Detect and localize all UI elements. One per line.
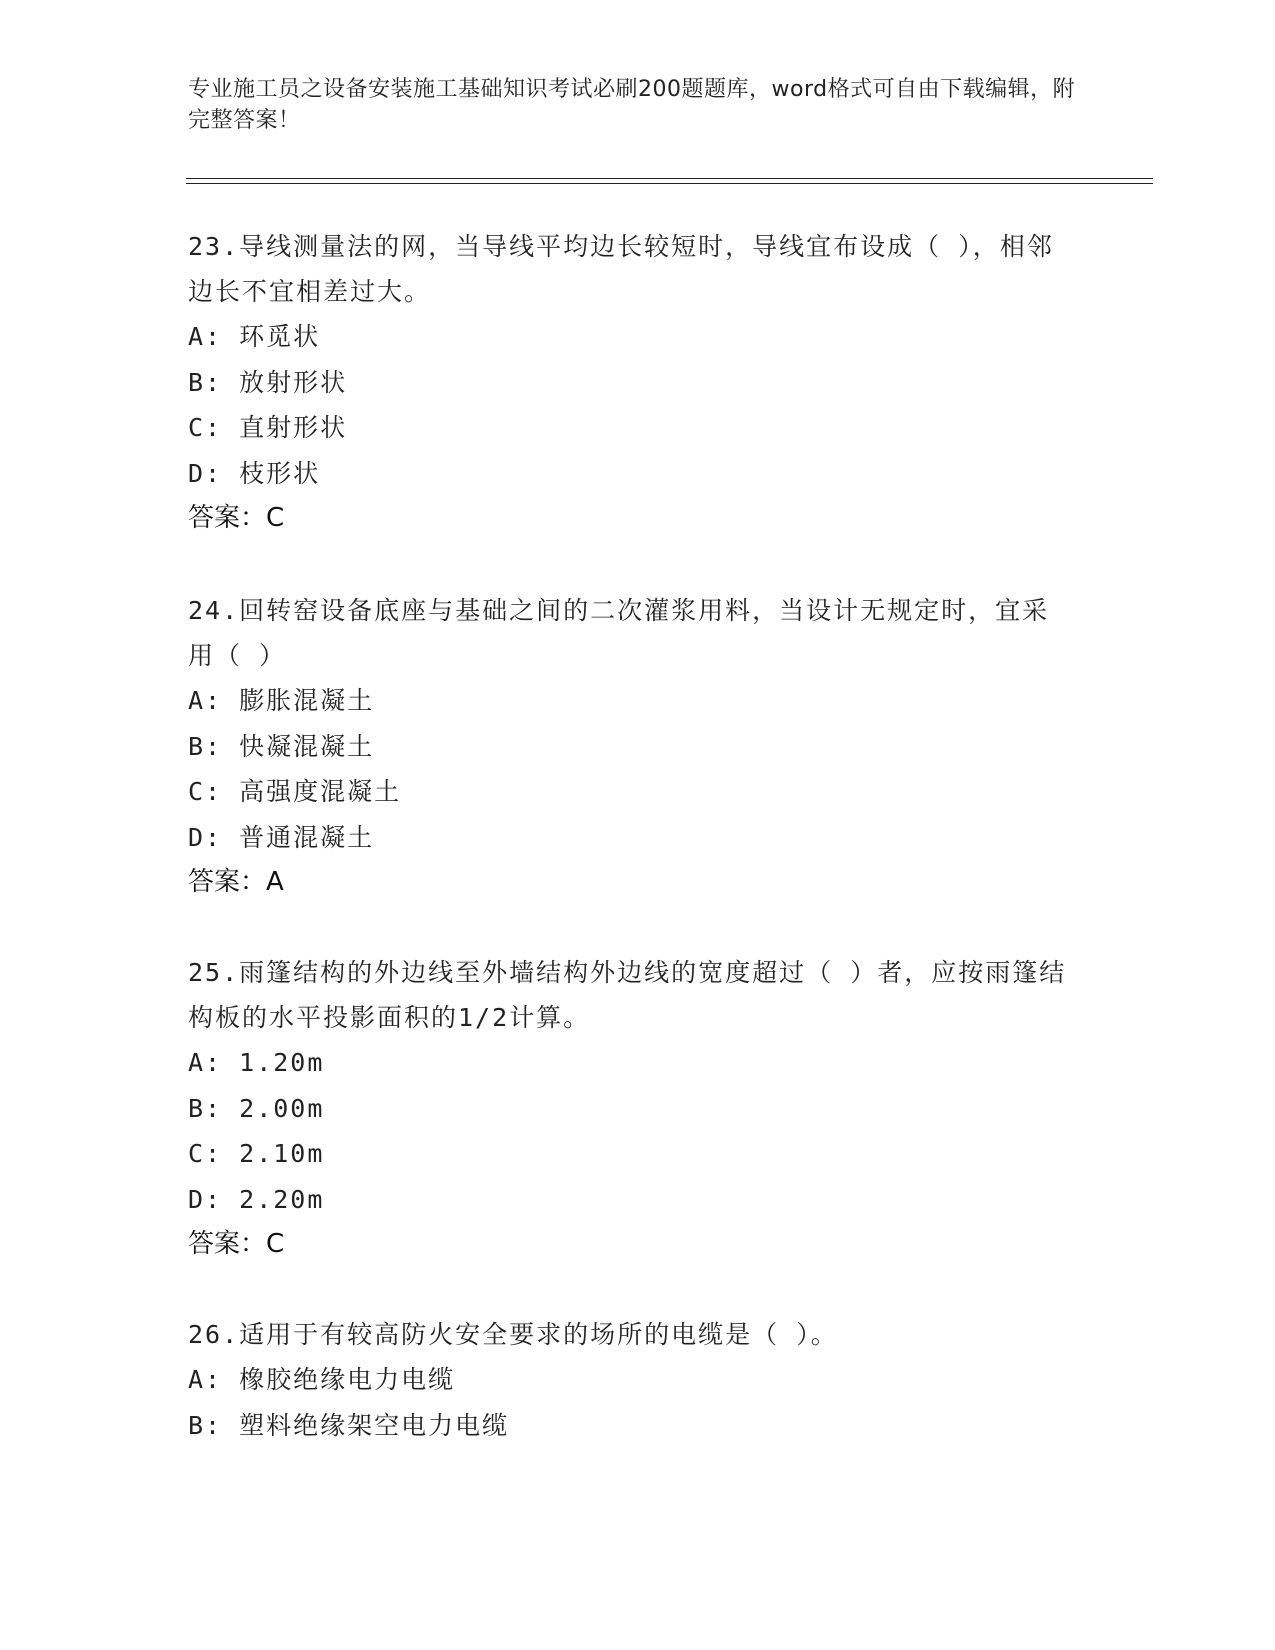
document-header: 专业施工员之设备安装施工基础知识考试必刷200题题库，word格式可自由下载编辑，附完整答案！ <box>188 77 1076 133</box>
question-stem: 23.导线测量法的网，当导线平均边长较短时，导线宜布设成（ ），相邻边长不宜相差过大。 <box>188 232 1054 306</box>
answer: 答案：C <box>188 1229 285 1259</box>
option-b: B: 放射形状 <box>188 367 348 397</box>
option-b: B: 快凝混凝土 <box>188 731 375 761</box>
answer: 答案：C <box>188 503 285 533</box>
header-divider <box>186 178 1153 184</box>
question-24 <box>188 588 1068 905</box>
option-a: A: 环觅状 <box>188 322 321 351</box>
question-26 <box>188 1312 1068 1448</box>
option-a: A: 橡胶绝缘电力电缆 <box>188 1365 456 1394</box>
option-d: D: 枝形状 <box>188 458 321 488</box>
option-a: A: 1.20m <box>188 1048 325 1077</box>
question-stem: 25.雨篷结构的外边线至外墙结构外边线的宽度超过（ ）者，应按雨篷结构板的水平投影面积的1/2计算。 <box>188 958 1067 1032</box>
option-a: A: 膨胀混凝土 <box>188 686 375 715</box>
option-b: B: 2.00m <box>188 1093 325 1123</box>
question-stem: 24.回转窑设备底座与基础之间的二次灌浆用料，当设计无规定时，宜采用（ ） <box>188 596 1050 670</box>
question-25 <box>188 950 1068 1267</box>
option-c: C: 2.10m <box>188 1139 325 1168</box>
option-b: B: 塑料绝缘架空电力电缆 <box>188 1410 510 1440</box>
option-d: D: 普通混凝土 <box>188 822 375 852</box>
option-c: C: 直射形状 <box>188 413 348 442</box>
option-d: D: 2.20m <box>188 1184 325 1214</box>
option-c: C: 高强度混凝土 <box>188 777 402 806</box>
question-23 <box>188 224 1068 541</box>
question-stem: 26.适用于有较高防火安全要求的场所的电缆是（ ）。 <box>188 1320 838 1349</box>
answer: 答案：A <box>188 867 284 897</box>
